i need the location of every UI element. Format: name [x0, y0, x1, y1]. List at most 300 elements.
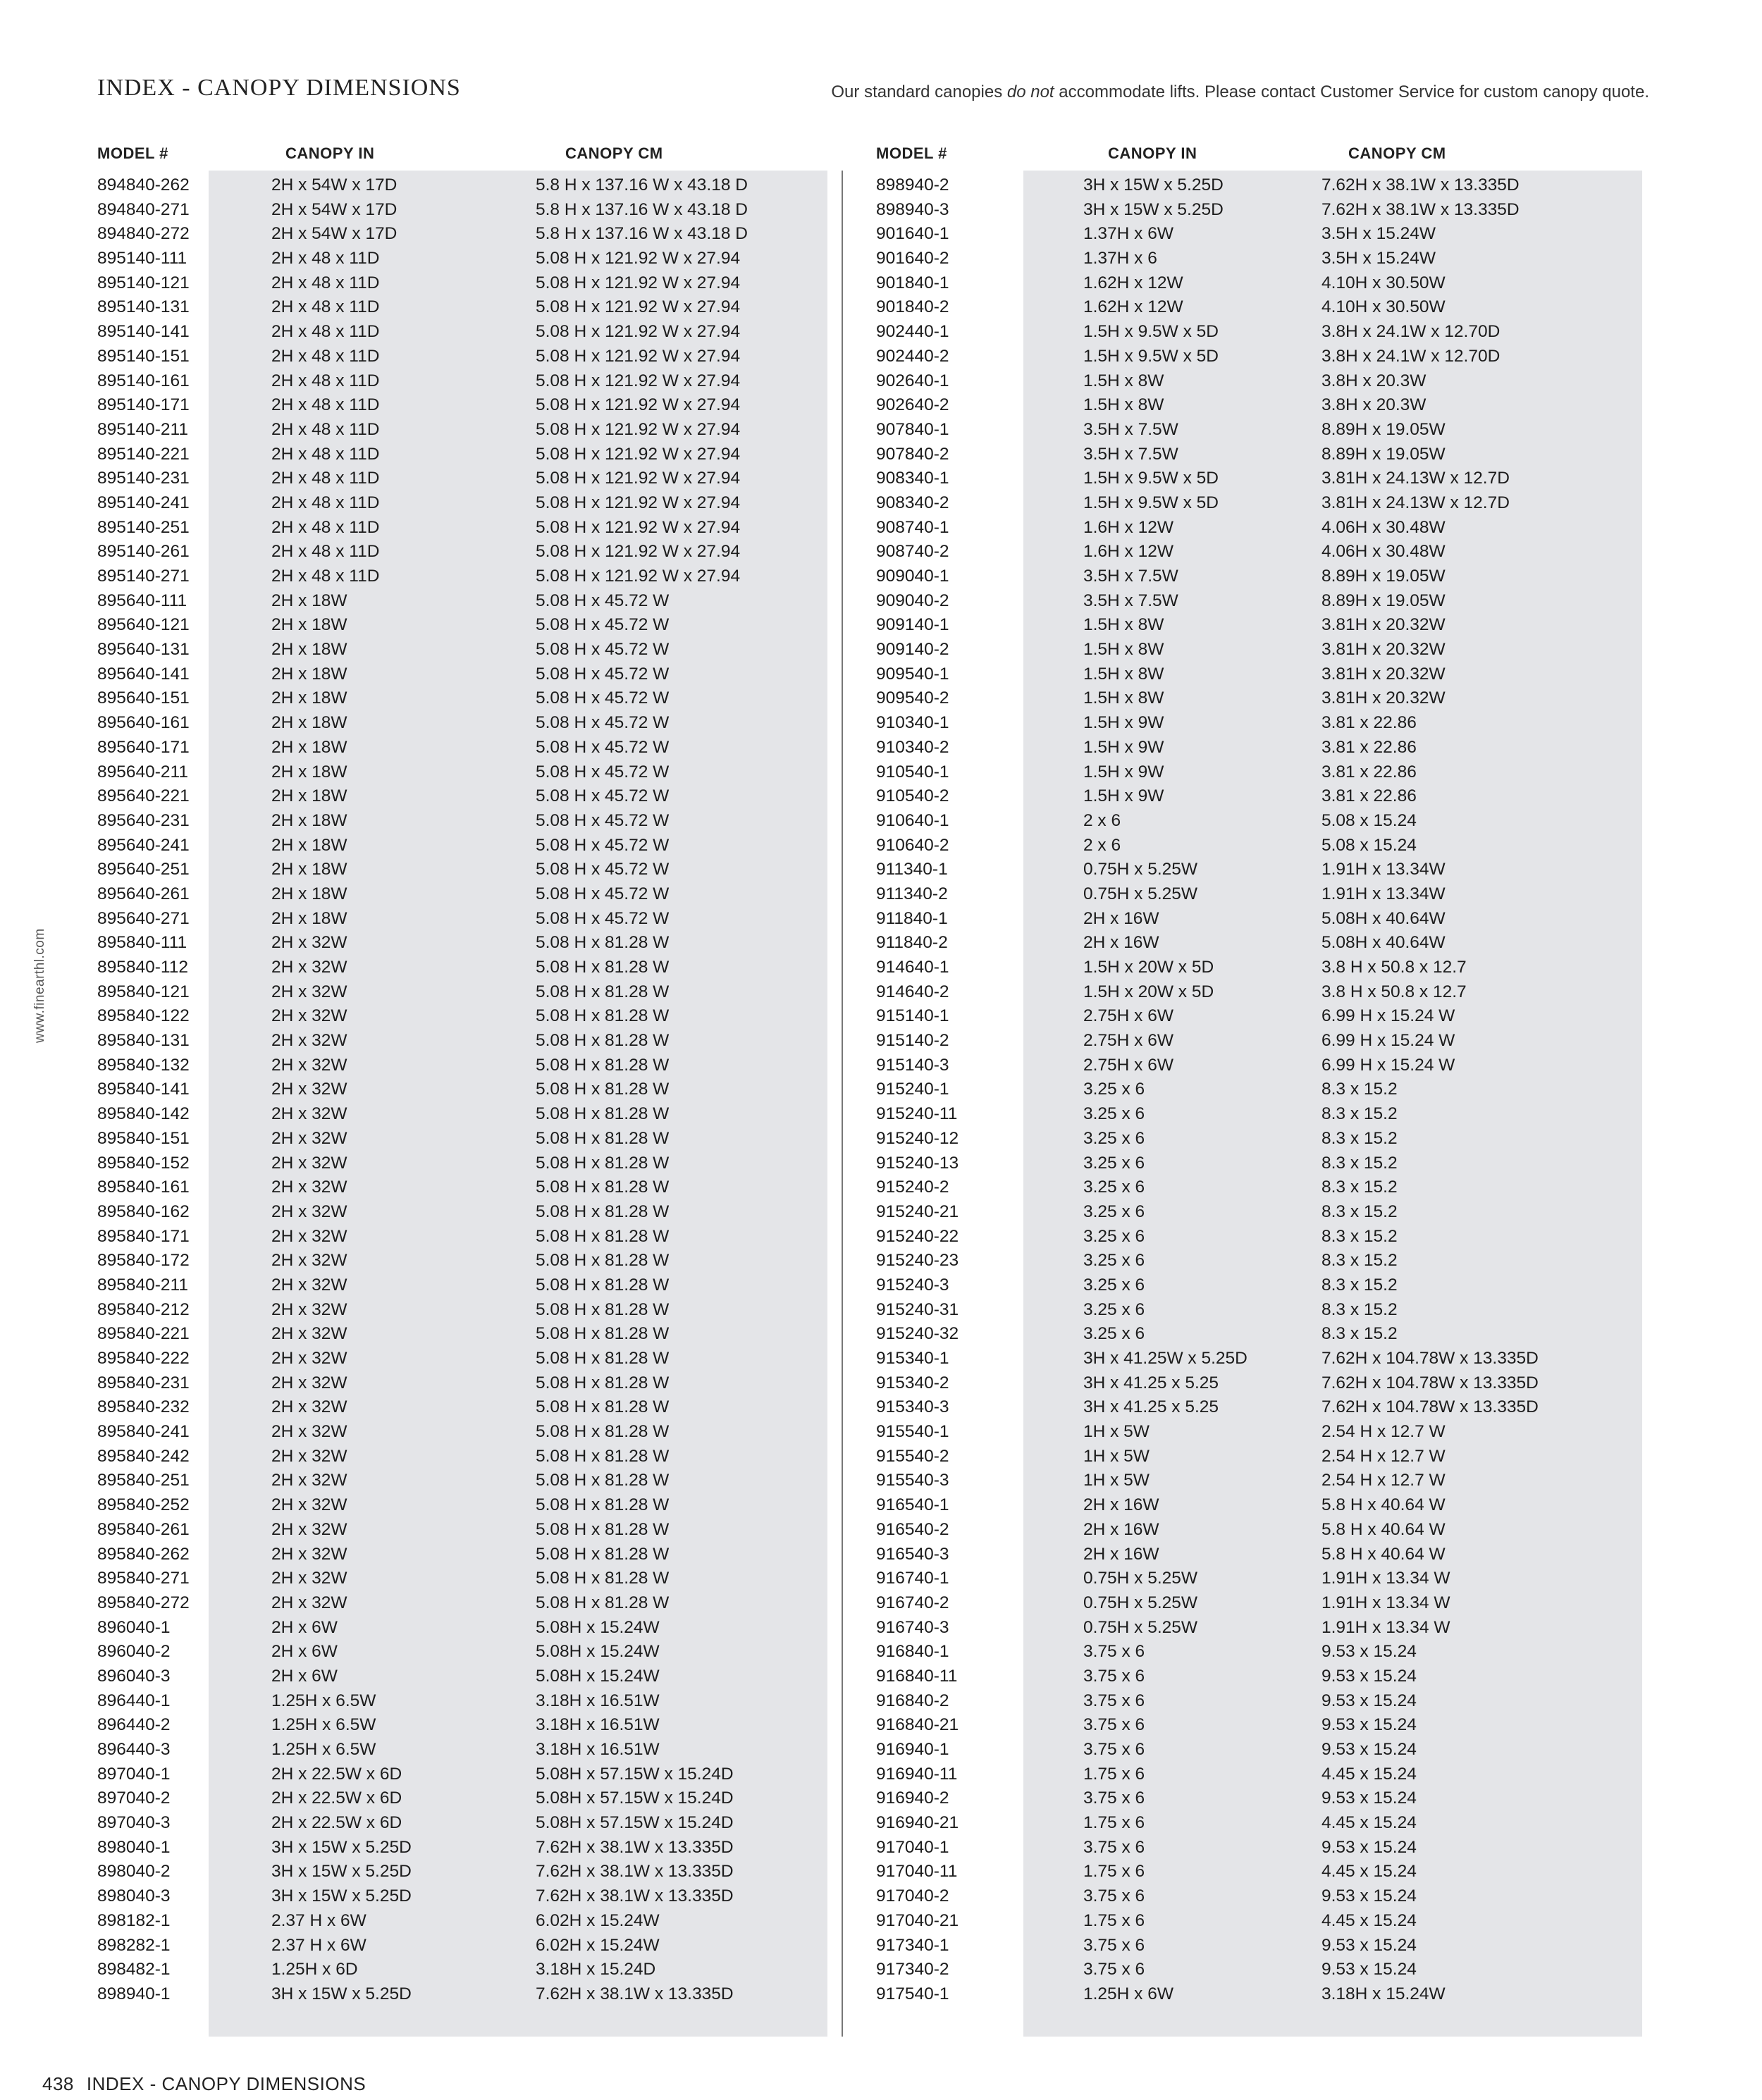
canopy-inches: 2H x 32W: [271, 1202, 347, 1221]
canopy-cm: 5.08H x 15.24W: [536, 1617, 660, 1637]
canopy-cm: 3.8H x 20.3W: [1322, 395, 1427, 415]
canopy-inches: 1.25H x 6D: [271, 1960, 358, 1979]
canopy-cm: 5.08 H x 81.28 W: [536, 1471, 670, 1490]
canopy-cm: 8.3 x 15.2: [1322, 1275, 1398, 1295]
model-number: 911840-1: [876, 908, 948, 928]
table-row: [0, 932, 1692, 957]
model-number: 895140-161: [97, 371, 190, 390]
canopy-inches: 1.5H x 20W x 5D: [1083, 982, 1214, 1001]
model-number: 910340-2: [876, 737, 949, 757]
model-number: 895840-151: [97, 1128, 190, 1148]
canopy-inches: 3.25 x 6: [1083, 1104, 1145, 1124]
canopy-cm: 5.08H x 57.15W x 15.24D: [536, 1789, 734, 1808]
canopy-inches: 2H x 18W: [271, 810, 347, 830]
table-row: [0, 859, 1692, 884]
table-row: [0, 957, 1692, 982]
canopy-inches: 1.5H x 8W: [1083, 615, 1164, 635]
canopy-inches: 1.5H x 8W: [1083, 640, 1164, 660]
model-number: 907840-2: [876, 444, 949, 464]
canopy-inches: 2H x 32W: [271, 1495, 347, 1515]
table-row: [0, 444, 1692, 469]
canopy-inches: 1.5H x 9W: [1083, 713, 1164, 733]
canopy-inches: 3H x 41.25 x 5.25: [1083, 1373, 1219, 1392]
model-number: 902640-2: [876, 395, 949, 415]
page-footer: [42, 2073, 366, 2095]
model-number: 898282-1: [97, 1935, 171, 1955]
canopy-cm: 3.18H x 16.51W: [536, 1715, 660, 1735]
canopy-inches: 2H x 6W: [271, 1666, 338, 1686]
model-number: 896040-3: [97, 1666, 171, 1686]
table-row: [0, 371, 1692, 395]
model-number: 895140-151: [97, 346, 190, 366]
model-number: 916840-21: [876, 1715, 959, 1735]
canopy-cm: 5.08 H x 81.28 W: [536, 1080, 670, 1099]
canopy-cm: 5.08 H x 121.92 W x 27.94: [536, 371, 741, 390]
canopy-cm: 5.08 H x 81.28 W: [536, 982, 670, 1001]
model-number: 895140-241: [97, 493, 190, 512]
model-number: 916940-21: [876, 1813, 959, 1833]
model-number: 915540-1: [876, 1422, 949, 1442]
model-number: 916840-2: [876, 1691, 949, 1710]
table-row: [0, 982, 1692, 1006]
model-number: 908740-1: [876, 517, 949, 537]
canopy-cm: 5.08 H x 81.28 W: [536, 1422, 670, 1442]
canopy-inches: 1.37H x 6: [1083, 249, 1157, 268]
website-url: www.finearthl.com: [32, 928, 47, 1043]
canopy-cm: 4.06H x 30.48W: [1322, 517, 1446, 537]
table-row: [0, 1373, 1692, 1397]
model-number: 914640-2: [876, 982, 949, 1001]
canopy-cm: 3.8H x 24.1W x 12.70D: [1322, 322, 1501, 342]
canopy-cm: 5.08 H x 45.72 W: [536, 737, 670, 757]
canopy-cm: 8.89H x 19.05W: [1322, 591, 1446, 610]
table-row: [0, 395, 1692, 419]
canopy-inches: 2H x 48 x 11D: [271, 346, 380, 366]
canopy-cm: 9.53 x 15.24: [1322, 1715, 1417, 1735]
model-number: 916540-2: [876, 1519, 949, 1539]
table-row: [0, 1764, 1692, 1789]
model-number: 895840-111: [97, 933, 187, 953]
canopy-inches: 2H x 18W: [271, 664, 347, 684]
canopy-cm: 9.53 x 15.24: [1322, 1935, 1417, 1955]
canopy-cm: 8.3 x 15.2: [1322, 1324, 1398, 1344]
canopy-cm: 3.81H x 20.32W: [1322, 664, 1446, 684]
table-row: [0, 908, 1692, 933]
canopy-cm: 3.81H x 20.32W: [1322, 615, 1446, 635]
canopy-cm: 9.53 x 15.24: [1322, 1666, 1417, 1686]
canopy-inches: 0.75H x 5.25W: [1083, 1617, 1198, 1637]
canopy-cm: 3.81 x 22.86: [1322, 713, 1417, 733]
table-row: [0, 1984, 1692, 2008]
model-number: 915340-2: [876, 1373, 949, 1392]
canopy-inches: 3.25 x 6: [1083, 1080, 1145, 1099]
model-number: 895840-171: [97, 1226, 190, 1246]
canopy-inches: 2H x 48 x 11D: [271, 297, 380, 317]
table-row: [0, 1544, 1692, 1569]
canopy-inches: 3.25 x 6: [1083, 1275, 1145, 1295]
canopy-cm: 5.08 H x 45.72 W: [536, 835, 670, 855]
canopy-inches: 2.37 H x 6W: [271, 1935, 366, 1955]
canopy-cm: 5.08 H x 81.28 W: [536, 1593, 670, 1612]
model-number: 916740-2: [876, 1593, 949, 1612]
model-number: 895840-251: [97, 1471, 190, 1490]
model-number: 895840-262: [97, 1544, 190, 1564]
model-number: 915140-2: [876, 1031, 949, 1051]
model-number: 895840-231: [97, 1373, 190, 1392]
model-number: 917040-21: [876, 1910, 959, 1930]
table-row: [0, 1030, 1692, 1055]
canopy-cm: 5.8 H x 137.16 W x 43.18 D: [536, 224, 748, 244]
right-dimension-table: [0, 175, 1692, 2008]
model-number: 910640-1: [876, 810, 949, 830]
model-number: 898940-1: [97, 1984, 171, 2003]
canopy-inches: 2H x 18W: [271, 615, 347, 635]
canopy-inches: 3.75 x 6: [1083, 1960, 1145, 1979]
model-number: 895140-271: [97, 567, 190, 586]
model-number: 908340-1: [876, 469, 949, 488]
canopy-inches: 2H x 32W: [271, 1593, 347, 1612]
table-row: [0, 1226, 1692, 1251]
table-row: [0, 1788, 1692, 1812]
canopy-cm: 5.8 H x 40.64 W: [1322, 1544, 1446, 1564]
model-number: 915240-11: [876, 1104, 958, 1124]
model-number: 896040-2: [97, 1642, 171, 1662]
canopy-inches: 3H x 41.25W x 5.25D: [1083, 1349, 1247, 1368]
table-row: [0, 1104, 1692, 1128]
canopy-cm: 3.81H x 20.32W: [1322, 688, 1446, 708]
canopy-inches: 1.5H x 9.5W x 5D: [1083, 322, 1219, 342]
canopy-cm: 8.3 x 15.2: [1322, 1153, 1398, 1173]
canopy-inches: 2H x 18W: [271, 908, 347, 928]
model-number: 909140-2: [876, 640, 949, 660]
canopy-inches: 2H x 18W: [271, 762, 347, 782]
canopy-cm: 5.08 H x 121.92 W x 27.94: [536, 346, 741, 366]
canopy-inches: 3.5H x 7.5W: [1083, 591, 1178, 610]
canopy-inches: 1.5H x 8W: [1083, 395, 1164, 415]
canopy-cm: 5.08 H x 121.92 W x 27.94: [536, 322, 741, 342]
canopy-cm: 1.91H x 13.34 W: [1322, 1569, 1450, 1588]
canopy-cm: 5.08 H x 45.72 W: [536, 884, 670, 903]
canopy-cm: 4.06H x 30.48W: [1322, 542, 1446, 562]
canopy-cm: 5.08 H x 81.28 W: [536, 1373, 670, 1392]
canopy-cm: 4.45 x 15.24: [1322, 1813, 1417, 1833]
table-row: [0, 419, 1692, 444]
canopy-cm: 5.08 H x 81.28 W: [536, 1299, 670, 1319]
model-number: 911840-2: [876, 933, 948, 953]
canopy-inches: 2H x 18W: [271, 713, 347, 733]
canopy-cm: 6.02H x 15.24W: [536, 1910, 660, 1930]
canopy-cm: 7.62H x 104.78W x 13.335D: [1322, 1397, 1539, 1417]
canopy-cm: 3.18H x 15.24D: [536, 1960, 656, 1979]
model-number: 894840-262: [97, 175, 190, 194]
table-row: [0, 1299, 1692, 1324]
canopy-cm: 1.91H x 13.34W: [1322, 884, 1446, 903]
table-row: [0, 1861, 1692, 1886]
canopy-cm: 5.08H x 40.64W: [1322, 933, 1446, 953]
table-row: [0, 1079, 1692, 1104]
model-number: 898482-1: [97, 1960, 171, 1979]
canopy-cm: 5.08 H x 45.72 W: [536, 762, 670, 782]
model-number: 897040-3: [97, 1813, 171, 1833]
canopy-cm: 4.45 x 15.24: [1322, 1910, 1417, 1930]
canopy-inches: 1.5H x 9.5W x 5D: [1083, 493, 1219, 512]
canopy-cm: 3.81 x 22.86: [1322, 737, 1417, 757]
canopy-cm: 9.53 x 15.24: [1322, 1740, 1417, 1759]
canopy-cm: 5.08 H x 81.28 W: [536, 1569, 670, 1588]
model-number: 915540-2: [876, 1446, 949, 1466]
table-row: [0, 1519, 1692, 1544]
canopy-cm: 2.54 H x 12.7 W: [1322, 1422, 1446, 1442]
canopy-inches: 2H x 48 x 11D: [271, 469, 380, 488]
model-number: 895640-111: [97, 591, 187, 610]
canopy-cm: 3.8H x 24.1W x 12.70D: [1322, 346, 1501, 366]
model-number: 910640-2: [876, 835, 949, 855]
canopy-cm: 8.3 x 15.2: [1322, 1080, 1398, 1099]
canopy-inches: 2H x 48 x 11D: [271, 493, 380, 512]
table-row: [0, 664, 1692, 688]
canopy-inches: 2H x 48 x 11D: [271, 395, 380, 415]
table-row: [0, 1323, 1692, 1348]
canopy-inches: 0.75H x 5.25W: [1083, 1569, 1198, 1588]
canopy-cm: 7.62H x 38.1W x 13.335D: [536, 1837, 734, 1857]
canopy-inches: 2.37 H x 6W: [271, 1910, 366, 1930]
canopy-cm: 9.53 x 15.24: [1322, 1691, 1417, 1710]
canopy-inches: 2H x 32W: [271, 1006, 347, 1026]
canopy-inches: 2H x 48 x 11D: [271, 419, 380, 439]
table-row: [0, 1666, 1692, 1691]
canopy-cm: 5.08 H x 81.28 W: [536, 1275, 670, 1295]
canopy-inches: 3H x 15W x 5.25D: [271, 1984, 412, 2003]
canopy-inches: 2 x 6: [1083, 835, 1121, 855]
canopy-inches: 2H x 32W: [271, 1519, 347, 1539]
table-row: [0, 1495, 1692, 1519]
model-number: 895640-141: [97, 664, 190, 684]
model-number: 915240-32: [876, 1324, 959, 1344]
canopy-inches: 2H x 32W: [271, 1080, 347, 1099]
canopy-inches: 3.75 x 6: [1083, 1886, 1145, 1906]
model-number: 895140-131: [97, 297, 190, 317]
model-number: 895840-152: [97, 1153, 190, 1173]
canopy-cm: 4.10H x 30.50W: [1322, 273, 1446, 292]
model-number: 895640-231: [97, 810, 190, 830]
canopy-inches: 2H x 18W: [271, 835, 347, 855]
model-number: 915240-3: [876, 1275, 949, 1295]
model-number: 917040-1: [876, 1837, 949, 1857]
model-number: 915140-1: [876, 1006, 949, 1026]
model-number: 902640-1: [876, 371, 949, 390]
canopy-inches: 2H x 16W: [1083, 1544, 1159, 1564]
canopy-cm: 8.3 x 15.2: [1322, 1202, 1398, 1221]
model-number: 911340-1: [876, 860, 948, 879]
canopy-cm: 5.08 H x 45.72 W: [536, 615, 670, 635]
model-number: 917340-1: [876, 1935, 949, 1955]
canopy-cm: 5.08 H x 121.92 W x 27.94: [536, 517, 741, 537]
canopy-inches: 1H x 5W: [1083, 1446, 1150, 1466]
table-row: [0, 1935, 1692, 1960]
model-number: 909540-2: [876, 688, 949, 708]
table-row: [0, 517, 1692, 542]
model-number: 895140-171: [97, 395, 190, 415]
model-number: 895840-252: [97, 1495, 190, 1515]
canopy-inches: 2H x 16W: [1083, 1519, 1159, 1539]
canopy-cm: 5.08 H x 81.28 W: [536, 1544, 670, 1564]
table-row: [0, 1812, 1692, 1837]
canopy-inches: 3H x 15W x 5.25D: [1083, 199, 1224, 219]
model-number: 915240-2: [876, 1178, 949, 1197]
canopy-cm: 5.08 H x 45.72 W: [536, 860, 670, 879]
model-number: 901640-1: [876, 224, 949, 244]
canopy-cm: 8.3 x 15.2: [1322, 1178, 1398, 1197]
canopy-cm: 5.08 H x 121.92 W x 27.94: [536, 297, 741, 317]
canopy-inches: 2H x 32W: [271, 1104, 347, 1124]
model-number: 895140-141: [97, 322, 190, 342]
model-number: 895840-122: [97, 1006, 190, 1026]
canopy-inches: 2H x 22.5W x 6D: [271, 1813, 402, 1833]
table-row: [0, 493, 1692, 517]
canopy-inches: 3.25 x 6: [1083, 1226, 1145, 1246]
canopy-inches: 3H x 15W x 5.25D: [271, 1886, 412, 1906]
canopy-cm: 3.18H x 15.24W: [1322, 1984, 1446, 2003]
canopy-cm: 5.08 H x 81.28 W: [536, 1178, 670, 1197]
canopy-cm: 5.8 H x 40.64 W: [1322, 1495, 1446, 1515]
canopy-cm: 5.08H x 15.24W: [536, 1642, 660, 1662]
canopy-cm: 5.08 H x 81.28 W: [536, 1153, 670, 1173]
canopy-inches: 2H x 32W: [271, 1349, 347, 1368]
canopy-inches: 2H x 32W: [271, 933, 347, 953]
table-row: [0, 762, 1692, 786]
canopy-inches: 0.75H x 5.25W: [1083, 1593, 1198, 1612]
model-number: 895840-142: [97, 1104, 190, 1124]
model-number: 895840-271: [97, 1569, 190, 1588]
canopy-cm: 6.99 H x 15.24 W: [1322, 1006, 1455, 1026]
canopy-cm: 5.08 H x 121.92 W x 27.94: [536, 395, 741, 415]
canopy-inches: 1.6H x 12W: [1083, 517, 1173, 537]
canopy-inches: 1.5H x 8W: [1083, 664, 1164, 684]
canopy-cm: 5.08 H x 45.72 W: [536, 664, 670, 684]
right-header-canopy-in: CANOPY IN: [1108, 144, 1197, 162]
notice-emphasis: do not: [1006, 82, 1054, 101]
model-number: 909540-1: [876, 664, 949, 684]
canopy-inches: 2H x 32W: [271, 1373, 347, 1392]
model-number: 917040-11: [876, 1862, 958, 1882]
canopy-inches: 2H x 32W: [271, 1446, 347, 1466]
model-number: 895840-212: [97, 1299, 190, 1319]
table-row: [0, 1446, 1692, 1471]
canopy-cm: 5.08 H x 81.28 W: [536, 1226, 670, 1246]
model-number: 895840-221: [97, 1324, 190, 1344]
model-number: 895840-131: [97, 1031, 190, 1051]
model-number: 895840-222: [97, 1349, 190, 1368]
model-number: 895640-241: [97, 835, 190, 855]
table-row: [0, 835, 1692, 860]
model-number: 909140-1: [876, 615, 949, 635]
table-row: [0, 1470, 1692, 1495]
canopy-inches: 2H x 48 x 11D: [271, 567, 380, 586]
canopy-cm: 3.8 H x 50.8 x 12.7: [1322, 982, 1467, 1001]
canopy-cm: 8.3 x 15.2: [1322, 1251, 1398, 1271]
model-number: 895140-251: [97, 517, 190, 537]
canopy-cm: 5.08 H x 81.28 W: [536, 1031, 670, 1051]
canopy-inches: 2H x 32W: [271, 1178, 347, 1197]
canopy-inches: 2H x 32W: [271, 1397, 347, 1417]
canopy-cm: 5.08H x 15.24W: [536, 1666, 660, 1686]
canopy-cm: 5.8 H x 40.64 W: [1322, 1519, 1446, 1539]
model-number: 897040-1: [97, 1764, 171, 1784]
table-row: [0, 1641, 1692, 1666]
canopy-inches: 2H x 32W: [271, 1544, 347, 1564]
canopy-cm: 5.08 H x 81.28 W: [536, 1519, 670, 1539]
model-number: 895840-141: [97, 1080, 190, 1099]
model-number: 896440-1: [97, 1691, 171, 1710]
table-row: [0, 223, 1692, 248]
canopy-inches: 1.5H x 20W x 5D: [1083, 958, 1214, 977]
left-header-canopy-cm: CANOPY CM: [565, 144, 663, 162]
canopy-inches: 0.75H x 5.25W: [1083, 860, 1198, 879]
table-row: [0, 1959, 1692, 1984]
canopy-cm: 5.08 H x 121.92 W x 27.94: [536, 419, 741, 439]
canopy-inches: 1.5H x 9W: [1083, 762, 1164, 782]
canopy-cm: 5.8 H x 137.16 W x 43.18 D: [536, 199, 748, 219]
canopy-inches: 2H x 48 x 11D: [271, 517, 380, 537]
canopy-inches: 3.5H x 7.5W: [1083, 444, 1178, 464]
canopy-cm: 5.08 H x 81.28 W: [536, 1324, 670, 1344]
canopy-cm: 5.08 H x 81.28 W: [536, 1104, 670, 1124]
canopy-inches: 1.5H x 9W: [1083, 786, 1164, 806]
canopy-inches: 2.75H x 6W: [1083, 1006, 1173, 1026]
canopy-cm: 3.5H x 15.24W: [1322, 224, 1436, 244]
canopy-inches: 2H x 32W: [271, 1324, 347, 1344]
canopy-cm: 7.62H x 38.1W x 13.335D: [1322, 199, 1520, 219]
table-row: [0, 591, 1692, 615]
model-number: 895840-172: [97, 1251, 190, 1271]
canopy-cm: 9.53 x 15.24: [1322, 1789, 1417, 1808]
model-number: 895140-261: [97, 542, 190, 562]
model-number: 916840-1: [876, 1642, 949, 1662]
canopy-inches: 2.75H x 6W: [1083, 1055, 1173, 1075]
canopy-inches: 1.62H x 12W: [1083, 273, 1183, 292]
canopy-inches: 1.62H x 12W: [1083, 297, 1183, 317]
notice-text-before: Our standard canopies: [831, 82, 1007, 101]
model-number: 916940-2: [876, 1789, 949, 1808]
table-row: [0, 1348, 1692, 1373]
canopy-cm: 4.45 x 15.24: [1322, 1862, 1417, 1882]
canopy-inches: 2H x 22.5W x 6D: [271, 1789, 402, 1808]
model-number: 898040-2: [97, 1862, 171, 1882]
model-number: 908740-2: [876, 542, 949, 562]
canopy-inches: 3.25 x 6: [1083, 1153, 1145, 1173]
canopy-cm: 9.53 x 15.24: [1322, 1642, 1417, 1662]
table-row: [0, 297, 1692, 321]
canopy-cm: 5.08 H x 81.28 W: [536, 1055, 670, 1075]
model-number: 915140-3: [876, 1055, 949, 1075]
canopy-inches: 3.25 x 6: [1083, 1324, 1145, 1344]
canopy-inches: 3.25 x 6: [1083, 1299, 1145, 1319]
table-row: [0, 1593, 1692, 1617]
canopy-cm: 5.08 H x 121.92 W x 27.94: [536, 542, 741, 562]
canopy-inches: 1.25H x 6.5W: [271, 1715, 376, 1735]
canopy-inches: 3.75 x 6: [1083, 1715, 1145, 1735]
table-row: [0, 175, 1692, 199]
canopy-inches: 3.25 x 6: [1083, 1202, 1145, 1221]
model-number: 898040-3: [97, 1886, 171, 1906]
canopy-inches: 1.5H x 8W: [1083, 371, 1164, 390]
canopy-inches: 2H x 32W: [271, 1153, 347, 1173]
canopy-inches: 3.25 x 6: [1083, 1178, 1145, 1197]
model-number: 895840-161: [97, 1178, 190, 1197]
model-number: 896040-1: [97, 1617, 171, 1637]
model-number: 895840-242: [97, 1446, 190, 1466]
canopy-cm: 5.08 H x 121.92 W x 27.94: [536, 469, 741, 488]
